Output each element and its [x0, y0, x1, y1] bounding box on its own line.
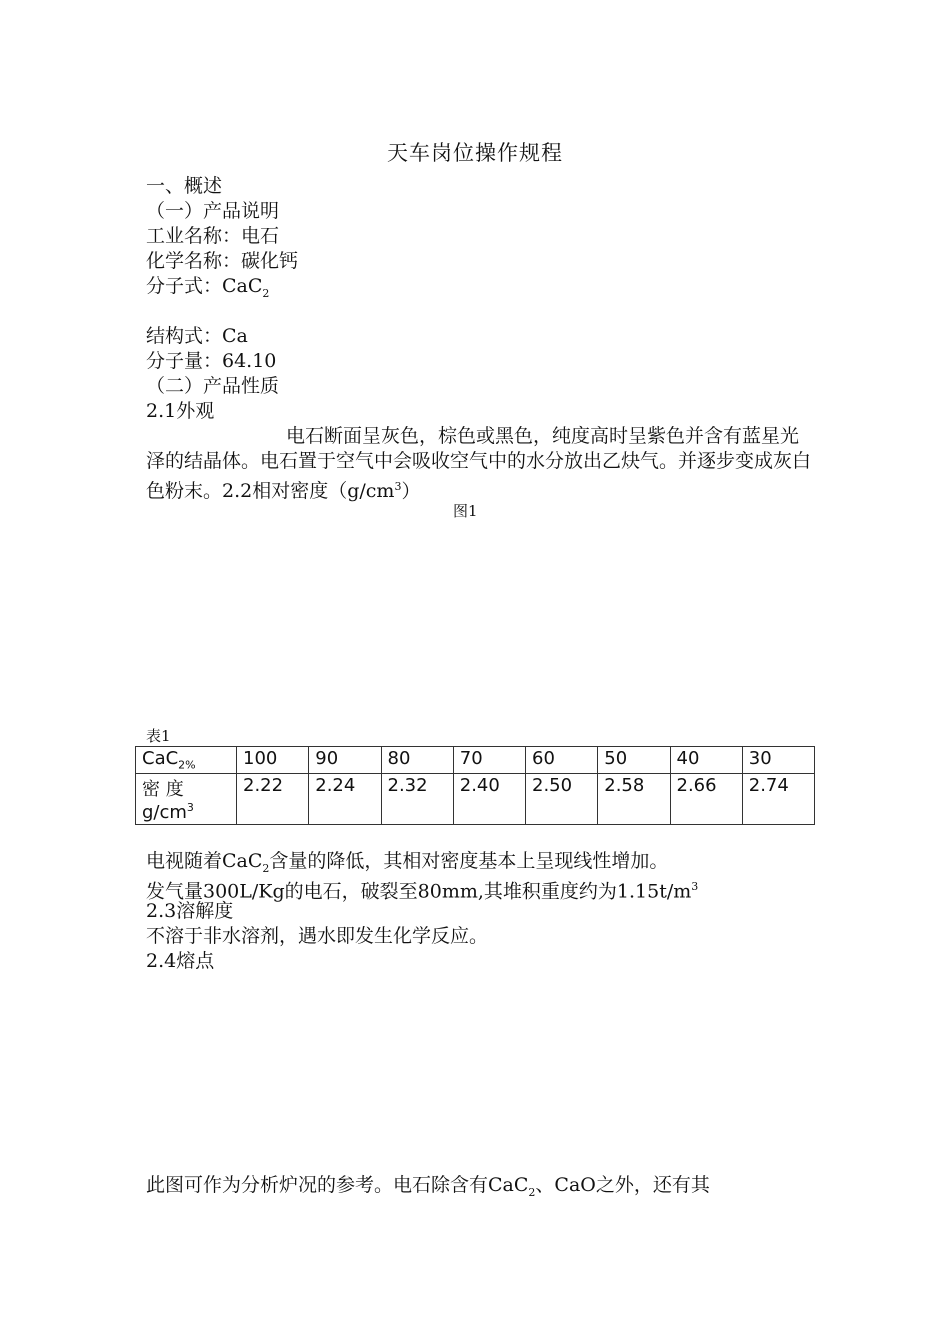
table-cell: 2.22: [237, 773, 309, 824]
molecular-weight: 分子量：64.10: [146, 350, 277, 372]
heading-appearance: 2.1外观: [146, 400, 215, 422]
section-overview: 一、概述: [146, 175, 223, 197]
table-cell: 2.66: [670, 773, 742, 824]
solubility-text: 不溶于非水溶剂，遇水即发生化学反应。: [146, 925, 489, 947]
table-cell: 90: [309, 747, 381, 774]
page-title: 天车岗位操作规程: [387, 141, 563, 165]
table-header-cell: CaC$_{2\%}$: [136, 747, 237, 774]
chemical-name: 化学名称：碳化钙: [146, 250, 299, 272]
table-cell: 2.74: [742, 773, 814, 824]
industrial-name: 工业名称：电石: [146, 225, 280, 247]
table-cell: 40: [670, 747, 742, 774]
density-table: [135, 746, 815, 825]
final-paragraph: 此图可作为分析炉况的参考。电石除含有CaC$_2$、CaO之外，还有其: [146, 1174, 710, 1199]
appearance-text-end: ）: [401, 480, 421, 503]
molecular-formula-sub: 2: [262, 286, 270, 300]
figure-caption: 图1: [453, 502, 478, 520]
subsection-product-description: （一）产品说明: [146, 200, 280, 222]
appearance-text: 电石断面呈灰色，棕色或黑色，纯度高时呈紫色并含有蓝星光泽的结晶体。电石置于空气中会吸收空气中的水分放出乙炔气。并逐步变成灰白色粉末。2.2相对密度（g/cm: [146, 425, 812, 503]
table-cell: 30: [742, 747, 814, 774]
density-trend-note: 电视随着CaC$_2$含量的降低，其相对密度基本上呈现线性增加。: [146, 850, 669, 875]
heading-solubility: 2.3溶解度: [146, 900, 234, 922]
table-cell: 70: [453, 747, 525, 774]
heading-melting-point: 2.4熔点: [146, 950, 215, 972]
table-row: [136, 747, 815, 774]
bulk-density-note: 发气量300L/Kg的电石，破裂至80mm,其堆积重度约为$1.15t/m^3$: [146, 880, 699, 903]
table-cell: 2.32: [381, 773, 453, 824]
table-cell: 50: [598, 747, 670, 774]
table-header-cell: 密 度 $g/cm^3$: [136, 773, 237, 824]
table-cell: 2.24: [309, 773, 381, 824]
appearance-sup: 3: [394, 480, 402, 493]
table-cell: 2.58: [598, 773, 670, 824]
table-caption: 表1: [146, 727, 171, 745]
table-cell: 60: [526, 747, 598, 774]
structural-formula: 结构式：Ca: [146, 325, 248, 347]
subsection-product-properties: （二）产品性质: [146, 375, 280, 397]
molecular-formula: [146, 274, 269, 306]
appearance-paragraph: [146, 424, 816, 504]
table-cell: 100: [237, 747, 309, 774]
table-cell: 2.40: [453, 773, 525, 824]
table-cell: 80: [381, 747, 453, 774]
table-row: [136, 773, 815, 824]
table-cell: 2.50: [526, 773, 598, 824]
molecular-formula-text: 分子式：CaC: [146, 275, 263, 297]
